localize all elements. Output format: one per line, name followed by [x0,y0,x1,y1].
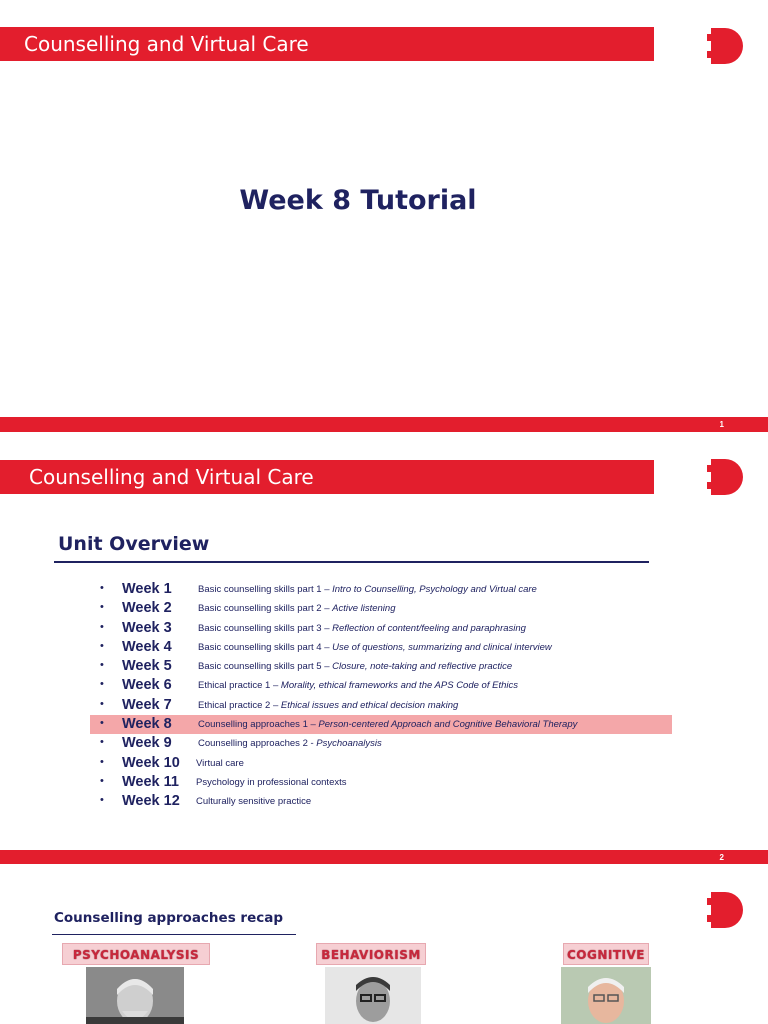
week-label: Week 10 [122,754,180,771]
bullet-icon: • [100,582,104,594]
section-title: Counselling approaches recap [54,910,284,926]
week-description [198,738,382,750]
footer-bar [0,417,768,432]
week-description [196,777,347,789]
bullet-icon: • [100,755,104,768]
week-description-topic: Basic counselling skills part 5 – [198,661,333,673]
bullet-icon: • [100,736,104,749]
approach-label-cognitive: COGNITIVE [563,943,649,965]
week-row [90,580,672,599]
week-label: Week 9 [122,735,172,752]
week-description [198,700,458,712]
header-title: Counselling and Virtual Care [24,32,309,56]
week-description-detail: Ethical issues and ethical decision making [280,699,459,711]
week-row [90,773,672,792]
week-description [196,758,244,770]
university-logo-icon [703,453,747,497]
week-row [90,599,672,618]
week-description-topic: Counselling approaches 2 - [198,738,317,750]
header-bar [0,460,654,494]
bullet-icon: • [100,717,104,730]
bullet-icon: • [100,774,104,787]
university-logo-icon [703,22,747,66]
approach-label-psychoanalysis: PSYCHOANALYSIS [62,943,210,965]
week-row [90,657,672,676]
header-title: Counselling and Virtual Care [29,465,314,489]
week-description-detail: Person-centered Approach and Cognitive Behavioral Therapy [318,719,578,731]
week-description-topic: Basic counselling skills part 2 – [198,603,333,615]
week-label: Week 5 [122,658,172,675]
bullet-icon: • [100,697,104,710]
section-divider [54,561,649,563]
skinner-portrait-photo [325,967,421,1024]
week-description [198,623,526,635]
week-description [198,603,396,615]
week-row [90,715,672,734]
bullet-icon: • [100,639,104,652]
footer-bar [0,850,768,864]
week-row [90,638,672,657]
slide-2 [0,432,768,864]
week-label: Week 2 [122,600,172,617]
bullet-icon: • [100,794,104,807]
week-description-detail: Closure, note-taking and reflective practice [332,661,513,673]
week-description-topic: Ethical practice 2 – [198,699,281,711]
week-label: Week 8 [122,716,172,733]
week-description [198,719,577,731]
week-description-topic: Psychology in professional contexts [196,776,347,788]
page-number: 2 [719,853,724,862]
bullet-icon: • [100,678,104,691]
week-label: Week 12 [122,793,180,810]
bullet-icon: • [100,620,104,633]
week-description-topic: Culturally sensitive practice [196,796,312,808]
week-row [90,619,672,638]
section-divider [52,934,296,935]
week-description-topic: Basic counselling skills part 1 – [198,584,333,595]
week-description [198,680,518,692]
week-row [90,754,672,773]
beck-portrait-photo [561,967,651,1024]
week-label: Week 1 [122,581,172,597]
week-description-detail: Reflection of content/feeling and paraphrasing [332,622,526,634]
slide-title: Week 8 Tutorial [239,185,477,216]
week-label: Week 11 [122,773,179,790]
week-description-detail: Morality, ethical frameworks and the APS Code of Ethics [280,680,518,692]
approach-label-behaviorism: BEHAVIORISM [316,943,426,965]
week-row [90,696,672,715]
bullet-icon: • [100,659,104,672]
week-label: Week 3 [122,619,172,636]
freud-portrait-photo [86,967,184,1024]
week-description-topic: Basic counselling skills part 3 – [198,622,333,634]
week-description-detail: Psychoanalysis [316,738,382,750]
week-description [198,642,552,654]
week-description [198,584,537,596]
section-title: Unit Overview [58,533,210,555]
bullet-icon: • [100,601,104,614]
week-list [90,580,672,812]
week-description-topic: Counselling approaches 1 – [198,719,319,731]
slide-3 [0,864,768,1024]
header-bar [0,27,654,61]
university-logo-icon [703,886,747,930]
week-label: Week 7 [122,696,172,713]
week-row [90,792,672,811]
page-number: 1 [719,420,724,429]
week-description-detail: Intro to Counselling, Psychology and Virtual care [332,584,537,595]
week-label: Week 6 [122,677,172,694]
week-description [198,661,512,673]
week-label: Week 4 [122,638,172,655]
week-row [90,734,672,753]
week-description-detail: Use of questions, summarizing and clinical interview [332,641,552,653]
week-description-detail: Active listening [332,603,396,615]
slide-1 [0,0,768,432]
week-row [90,676,672,695]
week-description-topic: Ethical practice 1 – [198,680,281,692]
week-description-topic: Basic counselling skills part 4 – [198,641,333,653]
week-description [196,796,311,808]
week-description-topic: Virtual care [196,757,244,769]
